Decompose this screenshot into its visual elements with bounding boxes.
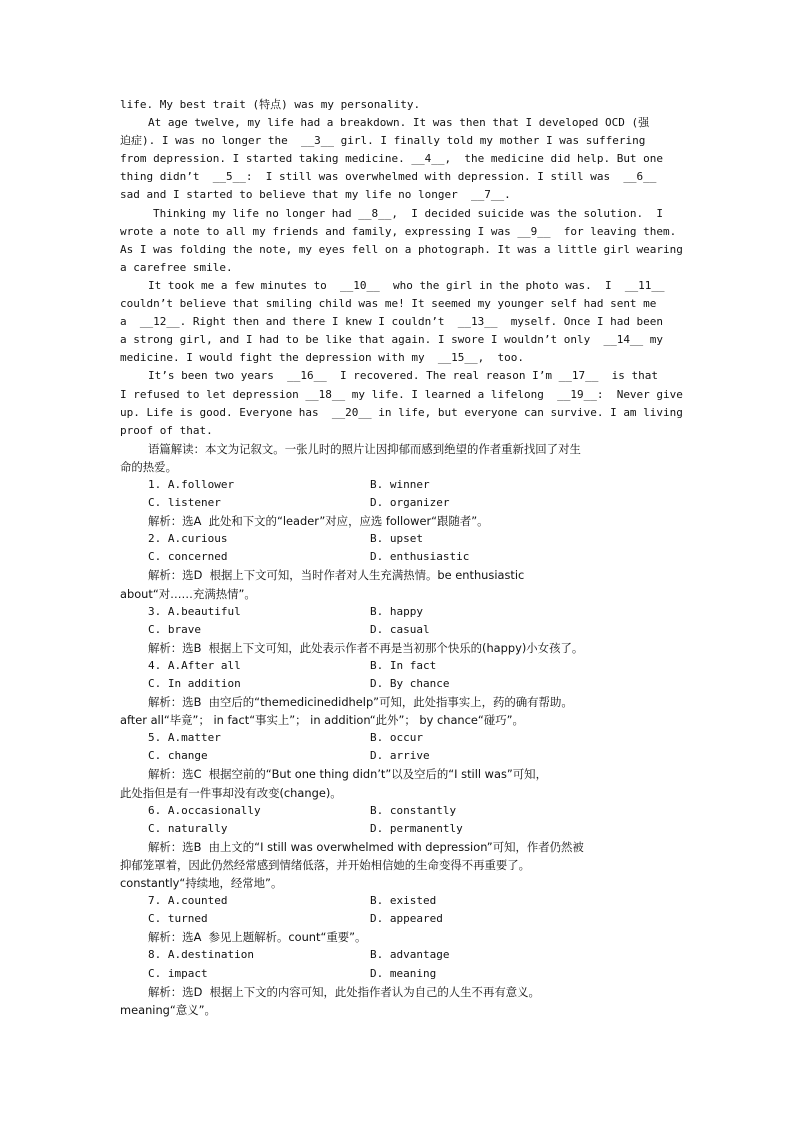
- question-7: [120, 892, 690, 946]
- options-row: [120, 820, 690, 838]
- option-d: D. casual: [370, 622, 430, 636]
- question-3: [120, 603, 690, 657]
- passage-line: It took me a few minutes to __10__ who the girl in the photo was. I __11__: [148, 278, 665, 292]
- analysis-line: 解析：选A 此处和下文的“leader”对应，应选 follower“跟随者”。: [148, 514, 489, 529]
- options-row: [120, 603, 690, 621]
- options-row: [120, 802, 690, 820]
- option-b: B. winner: [370, 477, 430, 491]
- analysis-line: meaning“意义”。: [120, 1002, 216, 1017]
- passage-line: life. My best trait (特点) was my personality.: [120, 98, 421, 111]
- question-1: [120, 476, 690, 530]
- options-row: [120, 494, 690, 512]
- question-6: [120, 802, 690, 892]
- option-c: C. concerned: [148, 550, 228, 564]
- passage-line: sad and I started to believe that my life no longer __7__.: [120, 188, 511, 202]
- passage-line: I refused to let depression __18__ my life. I learned a lifelong __19__: Never give: [120, 387, 683, 401]
- option-a: 7. A.counted: [148, 894, 228, 908]
- question-4: [120, 657, 690, 729]
- analysis-line: 解析：选D 根据上下文的内容可知，此处指作者认为自己的人生不再有意义。: [148, 984, 540, 999]
- option-b: B. happy: [370, 604, 423, 618]
- options-row: [120, 747, 690, 765]
- option-b: B. occur: [370, 731, 423, 745]
- options-row: [120, 657, 690, 675]
- option-c: C. impact: [148, 966, 208, 980]
- passage-line: a carefree smile.: [120, 260, 233, 274]
- option-a: 2. A.curious: [148, 532, 228, 546]
- passage-line: couldn’t believe that smiling child was me! It seemed my younger self had sent me: [120, 297, 657, 311]
- options-row: [120, 476, 690, 494]
- analysis-line: 解析：选B 根据上下文可知，此处表示作者不再是当初那个快乐的(happy)小女孩了。: [148, 640, 584, 655]
- options-row: [120, 729, 690, 747]
- analysis-line: 解析：选A 参见上题解析。count“重要”。: [148, 930, 367, 945]
- option-a: 3. A.beautiful: [148, 604, 241, 618]
- options-row: [120, 910, 690, 928]
- option-d: D. arrive: [370, 749, 430, 763]
- intro-line: 语篇解读：本文为记叙文。一张儿时的照片让因抑郁而感到绝望的作者重新找回了对生: [148, 441, 581, 456]
- option-b: B. upset: [370, 532, 423, 546]
- option-d: D. organizer: [370, 496, 450, 510]
- passage-line: thing didn’t __5__: I still was overwhelmed with depression. I still was __6__: [120, 170, 657, 184]
- options-row: [120, 965, 690, 983]
- option-a: 5. A.matter: [148, 731, 221, 745]
- option-d: D. enthusiastic: [370, 550, 470, 564]
- analysis-line: 抑郁笼罩着，因此仍然经常感到情绪低落，并开始相信她的生命变得不再重要了。: [120, 857, 531, 872]
- option-d: D. permanently: [370, 821, 463, 835]
- option-b: B. In fact: [370, 658, 437, 672]
- analysis-line: constantly“持续地，经常地”。: [120, 876, 283, 891]
- option-b: B. constantly: [370, 803, 457, 817]
- option-a: 8. A.destination: [148, 948, 254, 962]
- options-row: [120, 530, 690, 548]
- question-5: [120, 729, 690, 801]
- question-2: [120, 530, 690, 602]
- option-a: 4. A.After all: [148, 658, 241, 672]
- passage-line: Thinking my life no longer had __8__, I decided suicide was the solution. I: [153, 206, 663, 220]
- options-row: [120, 675, 690, 693]
- option-c: C. In addition: [148, 677, 241, 690]
- analysis-line: 解析：选B 由空后的“themedicinedidhelp”可知，此处指事实上，药的确有帮助。: [148, 695, 573, 710]
- passage-line: 迫症). I was no longer the __3__ girl. I finally told my mother I was suffering: [120, 134, 646, 148]
- options-row: [120, 548, 690, 566]
- option-b: B. existed: [370, 894, 437, 908]
- passage-line: a __12__. Right then and there I knew I couldn’t __13__ myself. Once I had been: [120, 315, 664, 329]
- analysis-line: after all“毕竟”； in fact“事实上”； in addition“此外”； by chance“碰巧”。: [120, 713, 524, 728]
- reading-intro: [120, 440, 690, 476]
- document-page: [120, 96, 690, 1019]
- analysis-line: 解析：选C 根据空前的“But one thing didn’t”以及空后的“I still was”可知，: [148, 767, 547, 782]
- option-c: C. turned: [148, 912, 208, 926]
- option-d: D. By chance: [370, 677, 450, 690]
- analysis-line: 解析：选D 根据上下文可知，当时作者对人生充满热情。be enthusiastic: [148, 568, 525, 583]
- option-c: C. naturally: [148, 821, 228, 835]
- options-row: [120, 621, 690, 639]
- option-d: D. appeared: [370, 912, 443, 926]
- passage-line: medicine. I would fight the depression with my __15__, too.: [120, 351, 524, 365]
- option-c: C. brave: [148, 622, 201, 636]
- passage-line: up. Life is good. Everyone has __20__ in life, but everyone can survive. I am living: [120, 405, 683, 419]
- option-c: C. change: [148, 749, 208, 763]
- passage-line: a strong girl, and I had to be like that again. I swore I wouldn’t only __14__ my: [120, 333, 664, 347]
- passage-line: from depression. I started taking medicine. __4__, the medicine did help. But one: [120, 152, 664, 166]
- options-row: [120, 892, 690, 910]
- passage-line: wrote a note to all my friends and family, expressing I was __9__ for leaving them.: [120, 224, 677, 238]
- options-row: [120, 946, 690, 964]
- passage: [120, 96, 690, 440]
- passage-line: At age twelve, my life had a breakdown. It was then that I developed OCD (强: [148, 116, 650, 130]
- question-8: [120, 946, 690, 1018]
- option-a: 6. A.occasionally: [148, 803, 261, 817]
- analysis-line: about“对……充满热情”。: [120, 586, 256, 601]
- option-d: D. meaning: [370, 966, 437, 980]
- option-a: 1. A.follower: [148, 477, 235, 491]
- option-b: B. advantage: [370, 948, 450, 962]
- passage-line: As I was folding the note, my eyes fell on a photograph. It was a little girl wearing: [120, 242, 683, 256]
- analysis-line: 解析：选B 由上文的“I still was overwhelmed with depression”可知，作者仍然被: [148, 839, 584, 854]
- passage-line: proof of that.: [120, 423, 213, 437]
- intro-line: 命的热爱。: [120, 459, 177, 474]
- analysis-line: 此处指但是有一件事却没有改变(change)。: [120, 785, 342, 800]
- option-c: C. listener: [148, 496, 221, 510]
- passage-line: It’s been two years __16__ I recovered. The real reason I’m __17__ is that: [148, 369, 658, 383]
